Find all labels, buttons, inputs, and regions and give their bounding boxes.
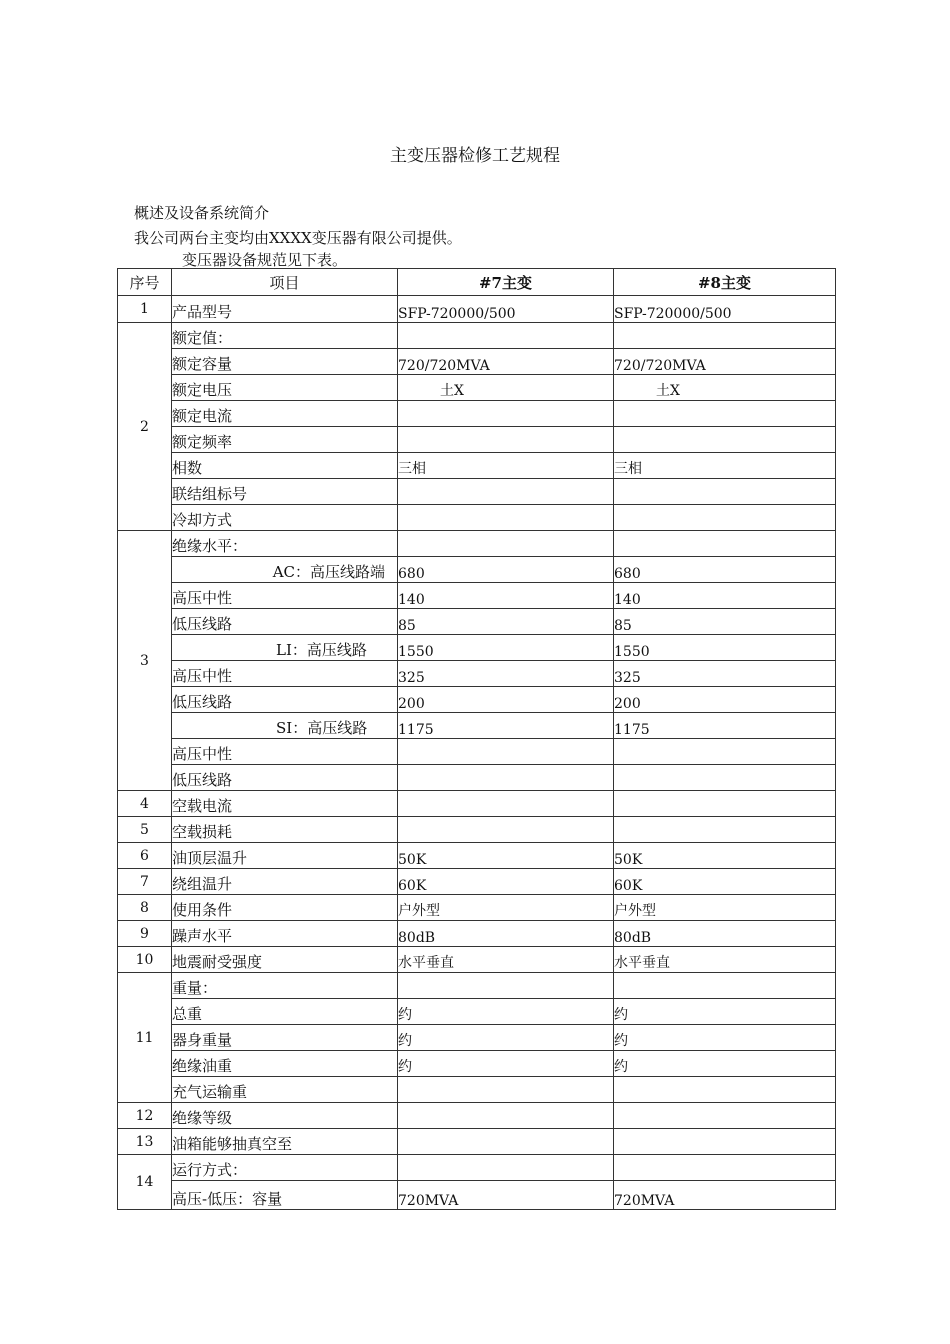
table-row [118, 1025, 836, 1051]
item-cell: 联结组标号 [172, 479, 398, 505]
value-8-cell [614, 765, 836, 791]
seq-cell: 5 [118, 817, 172, 843]
table-row [118, 1129, 836, 1155]
value-8-cell [614, 531, 836, 557]
value-8-cell [614, 1155, 836, 1181]
value-8-cell [614, 505, 836, 531]
table-row [118, 296, 836, 323]
item-cell: 低压线路 [172, 609, 398, 635]
value-7-cell [398, 505, 614, 531]
item-cell: 油箱能够抽真空至 [172, 1129, 398, 1155]
table-row [118, 583, 836, 609]
table-row [118, 1051, 836, 1077]
value-8-cell: 水平垂直 [614, 947, 836, 973]
value-8-cell: 720MVA [614, 1181, 836, 1210]
item-cell: 额定值： [172, 323, 398, 349]
seq-cell: 13 [118, 1129, 172, 1155]
seq-cell: 9 [118, 921, 172, 947]
item-cell: 使用条件 [172, 895, 398, 921]
seq-cell: 12 [118, 1103, 172, 1129]
value-8-cell [614, 401, 836, 427]
item-cell: 空载损耗 [172, 817, 398, 843]
item-cell: LI：高压线路 [172, 635, 398, 661]
table-row [118, 1155, 836, 1181]
item-cell: 绝缘水平： [172, 531, 398, 557]
seq-cell: 3 [118, 531, 172, 791]
item-cell: 空载电流 [172, 791, 398, 817]
table-row [118, 791, 836, 817]
table-row [118, 739, 836, 765]
value-7-cell: 80dB [398, 921, 614, 947]
value-7-cell: 户外型 [398, 895, 614, 921]
item-cell: 躁声水平 [172, 921, 398, 947]
value-7-cell: 土X [398, 375, 614, 401]
item-cell: 额定频率 [172, 427, 398, 453]
value-7-cell: 680 [398, 557, 614, 583]
value-8-cell: 三相 [614, 453, 836, 479]
seq-cell: 1 [118, 296, 172, 323]
item-cell: 额定电流 [172, 401, 398, 427]
value-7-cell: 720/720MVA [398, 349, 614, 375]
value-8-cell: 约 [614, 1025, 836, 1051]
item-cell: SI：高压线路 [172, 713, 398, 739]
value-7-cell: 1175 [398, 713, 614, 739]
item-cell: 产品型号 [172, 296, 398, 323]
value-7-cell [398, 401, 614, 427]
item-cell: 总重 [172, 999, 398, 1025]
value-8-cell: SFP-720000/500 [614, 296, 836, 323]
value-7-cell: 水平垂直 [398, 947, 614, 973]
value-7-cell [398, 1103, 614, 1129]
table-row [118, 1103, 836, 1129]
value-8-cell: 户外型 [614, 895, 836, 921]
value-7-cell: 约 [398, 999, 614, 1025]
table-row [118, 557, 836, 583]
table-row [118, 921, 836, 947]
transformer-spec-table [117, 268, 836, 1210]
header-seq: 序号 [118, 269, 172, 296]
value-8-cell: 约 [614, 1051, 836, 1077]
value-8-cell: 1550 [614, 635, 836, 661]
table-row [118, 1181, 836, 1210]
value-8-cell [614, 739, 836, 765]
table-row [118, 999, 836, 1025]
value-8-cell: 85 [614, 609, 836, 635]
value-7-cell [398, 479, 614, 505]
value-7-cell: 325 [398, 661, 614, 687]
table-row [118, 973, 836, 999]
table-caption: 变压器设备规范见下表。 [182, 251, 348, 269]
value-7-cell: 50K [398, 843, 614, 869]
value-7-cell: 720MVA [398, 1181, 614, 1210]
item-cell: 低压线路 [172, 687, 398, 713]
value-8-cell [614, 427, 836, 453]
seq-cell: 4 [118, 791, 172, 817]
table-header-row [118, 269, 836, 296]
value-7-cell: 约 [398, 1051, 614, 1077]
value-8-cell [614, 973, 836, 999]
item-cell: 高压中性 [172, 583, 398, 609]
item-cell: 重量： [172, 973, 398, 999]
value-8-cell: 200 [614, 687, 836, 713]
table-row [118, 479, 836, 505]
item-cell: 冷却方式 [172, 505, 398, 531]
value-8-cell [614, 817, 836, 843]
value-7-cell: 1550 [398, 635, 614, 661]
intro-text: 我公司两台主变均由XXXX变压器有限公司提供。 [134, 229, 462, 247]
table-row [118, 453, 836, 479]
intro-heading: 概述及设备系统简介 [134, 204, 270, 222]
seq-cell: 2 [118, 323, 172, 531]
item-cell: 地震耐受强度 [172, 947, 398, 973]
value-8-cell: 325 [614, 661, 836, 687]
value-7-cell [398, 739, 614, 765]
value-8-cell: 720/720MVA [614, 349, 836, 375]
item-cell: AC：高压线路端 [172, 557, 398, 583]
table-row [118, 947, 836, 973]
table-row [118, 427, 836, 453]
value-8-cell [614, 479, 836, 505]
value-7-cell: 85 [398, 609, 614, 635]
table-row [118, 635, 836, 661]
seq-cell: 11 [118, 973, 172, 1103]
value-8-cell [614, 1129, 836, 1155]
value-7-cell: 140 [398, 583, 614, 609]
table-row [118, 687, 836, 713]
item-cell: 高压-低压：容量 [172, 1181, 398, 1210]
table-row [118, 401, 836, 427]
value-7-cell [398, 323, 614, 349]
seq-cell: 14 [118, 1155, 172, 1210]
table-row [118, 817, 836, 843]
value-8-cell: 土X [614, 375, 836, 401]
header-item: 项目 [172, 269, 398, 296]
value-7-cell: 60K [398, 869, 614, 895]
value-8-cell: 140 [614, 583, 836, 609]
header-col8-label: #8主变 [697, 273, 751, 292]
table-row [118, 1077, 836, 1103]
value-8-cell: 1175 [614, 713, 836, 739]
seq-cell: 6 [118, 843, 172, 869]
item-cell: 油顶层温升 [172, 843, 398, 869]
value-7-cell [398, 765, 614, 791]
value-8-cell [614, 1103, 836, 1129]
table-row [118, 843, 836, 869]
table-row [118, 531, 836, 557]
value-8-cell [614, 791, 836, 817]
item-cell: 额定电压 [172, 375, 398, 401]
seq-cell: 8 [118, 895, 172, 921]
value-7-cell [398, 973, 614, 999]
seq-cell: 7 [118, 869, 172, 895]
value-7-cell [398, 531, 614, 557]
value-8-cell: 680 [614, 557, 836, 583]
item-cell: 绝缘等级 [172, 1103, 398, 1129]
table-row [118, 661, 836, 687]
table-row [118, 505, 836, 531]
value-8-cell: 80dB [614, 921, 836, 947]
item-cell: 低压线路 [172, 765, 398, 791]
item-cell: 绝缘油重 [172, 1051, 398, 1077]
item-cell: 器身重量 [172, 1025, 398, 1051]
value-7-cell: 三相 [398, 453, 614, 479]
item-cell: 充气运输重 [172, 1077, 398, 1103]
item-cell: 相数 [172, 453, 398, 479]
document-title: 主变压器检修工艺规程 [390, 146, 560, 166]
table-row [118, 349, 836, 375]
header-col7 [398, 269, 614, 296]
value-7-cell [398, 427, 614, 453]
value-7-cell: SFP-720000/500 [398, 296, 614, 323]
item-cell: 高压中性 [172, 739, 398, 765]
table-row [118, 375, 836, 401]
table-row [118, 765, 836, 791]
table-row [118, 869, 836, 895]
value-7-cell: 200 [398, 687, 614, 713]
header-col8 [614, 269, 836, 296]
table-row [118, 323, 836, 349]
value-7-cell [398, 1129, 614, 1155]
value-7-cell: 约 [398, 1025, 614, 1051]
item-cell: 运行方式： [172, 1155, 398, 1181]
value-8-cell: 约 [614, 999, 836, 1025]
header-col7-label: #7主变 [478, 273, 532, 292]
value-8-cell [614, 323, 836, 349]
item-cell: 绕组温升 [172, 869, 398, 895]
table-row [118, 609, 836, 635]
value-7-cell [398, 791, 614, 817]
value-7-cell [398, 1077, 614, 1103]
seq-cell: 10 [118, 947, 172, 973]
value-7-cell [398, 817, 614, 843]
table-row [118, 713, 836, 739]
table-row [118, 895, 836, 921]
item-cell: 高压中性 [172, 661, 398, 687]
value-8-cell: 60K [614, 869, 836, 895]
value-7-cell [398, 1155, 614, 1181]
value-8-cell [614, 1077, 836, 1103]
value-8-cell: 50K [614, 843, 836, 869]
item-cell: 额定容量 [172, 349, 398, 375]
